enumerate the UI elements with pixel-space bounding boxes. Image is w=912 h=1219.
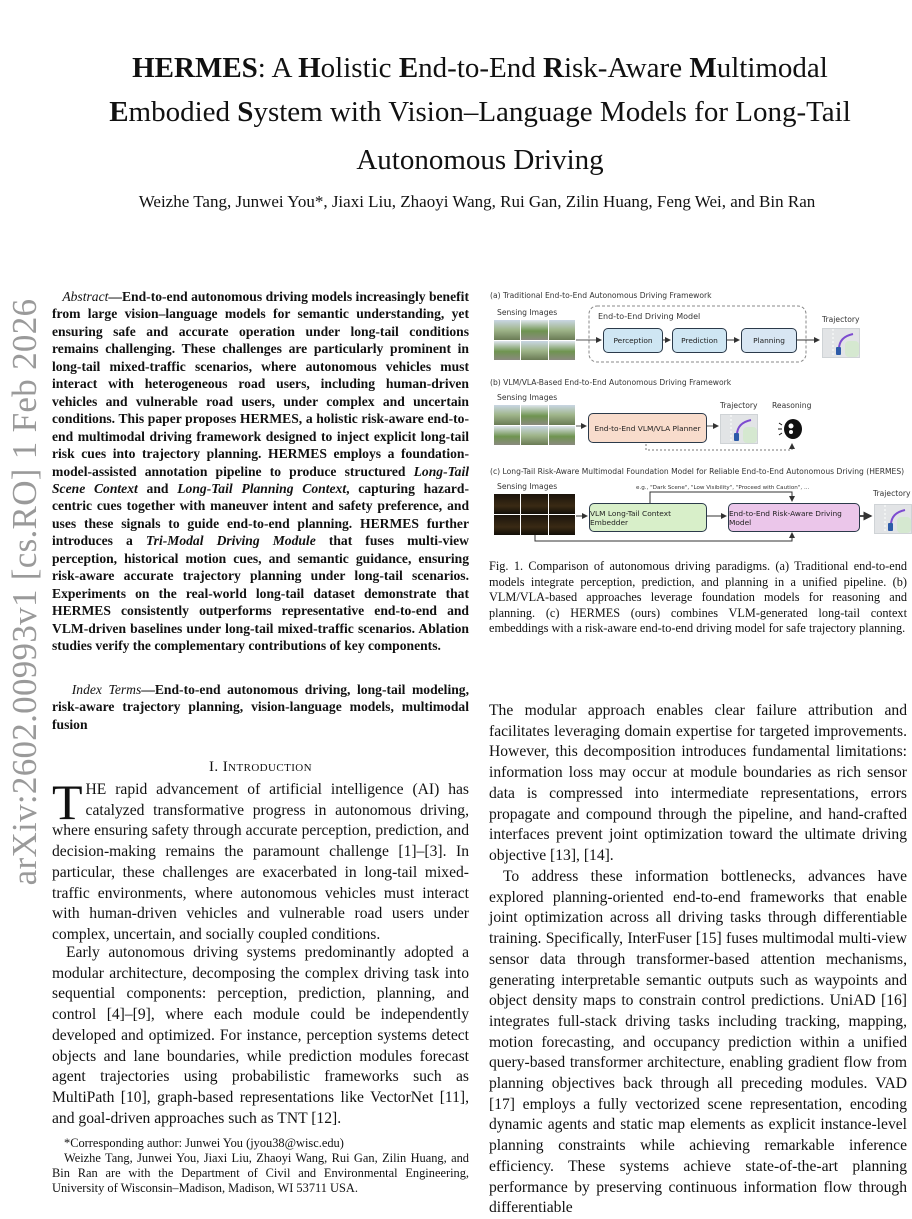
title-segment: M	[689, 52, 717, 84]
title-segment: R	[543, 52, 564, 84]
title-segment: H	[298, 52, 321, 84]
abstract-text: and	[137, 480, 178, 496]
title-segment: mbodied	[128, 96, 238, 128]
prediction-box: Prediction	[672, 328, 727, 353]
index-terms-label: Index Terms	[71, 682, 142, 697]
figure-caption	[489, 559, 907, 637]
trajectory-label: Trajectory	[873, 489, 911, 498]
trajectory-icon	[822, 328, 860, 358]
context-arrow	[650, 492, 792, 503]
index-terms	[52, 681, 469, 733]
index-terms-text: —End-to-end autonomous driving, long-tail modeling, risk-aware trajectory planning, vision-language models, multimodal fusion	[52, 682, 469, 732]
paragraph-text: HE rapid advancement of artificial intelligence (AI) has catalyzed transformative progress in autonomous driving, where ensuring safety through accurate perception, prediction, and decision-making remains the paramount challenge [1]–[3]. In particular, these challenges are exacerbated in long-tail mixed-traffic environments, where autonomous vehicles must interact with human-driven vehicles and vulnerable road users under complex, uncertain, and socially coupled conditions.	[52, 781, 469, 943]
title-segment: ystem with Vision–Language Models for Long-Tail	[253, 96, 851, 128]
perception-box: Perception	[603, 328, 663, 353]
dashed-arrow	[646, 444, 792, 450]
drop-cap: T	[52, 774, 83, 830]
title-segment: nd-to-End	[418, 52, 543, 84]
long-tail-context-examples: e.g., "Dark Scene", "Low Visibility", "Proceed with Caution", ...	[636, 485, 810, 491]
intro-paragraph-4: To address these information bottlenecks, advances have explored planning-oriented end-to-end frameworks that enable joint optimization across all driving tasks through differentiable training. Specifically, InterFuser [15] fuses multimodal multi-view sensor data through transformer-based attention mechanisms, generating interpretable semantic outputs such as waypoints and object density maps to constrain control predictions. UniAD [16] integrates full-stack driving tasks including tracking, mapping, motion forecasting, and occupancy prediction within a unified query-based transformer architecture, enabling gradient flow from planning objectives back through all preceding modules. VAD [17] employs a fully vectorized scene representation, encoding dynamic agents and static map elements as explicit instance-level planning constraints while achieving remarkable inference efficiency. These systems achieve state-of-the-art planning performance by preserving continuous information flow through differentiable	[489, 868, 907, 1217]
footnote-affiliation: Weizhe Tang, Junwei You, Jiaxi Liu, Zhaoyi Wang, Rui Gan, Zilin Huang, and Bin Ran are with the Department of Civil and Environmental Engineering, University of Wisconsin–Madison, Madison, WI 53711 USA.	[52, 1151, 469, 1195]
sensing-images	[494, 320, 575, 360]
title-segment: : A	[257, 52, 299, 84]
footnote-corresponding: *Corresponding author: Junwei You (jyou38@wisc.edu)	[64, 1136, 344, 1150]
abstract-text: —End-to-end autonomous driving models increasingly benefit from large vision–language models for semantic understanding, yet ensuring safe and accurate operation under long-tail conditions remains challenging. These challenges are particularly prominent in long-tail mixed-traffic scenarios, where autonomous vehicles must interact with heterogeneous road users, including human-driven vehicles and vulnerable road users, under complex and uncertain conditions. This paper proposes HERMES, a holistic risk-aware end-to-end multimodal driving framework designed to inject explicit long-tail risk cues into trajectory planning. HERMES employs a foundation-model-assisted annotation pipeline to produce structured	[52, 289, 469, 479]
caption-text: Comparison of autonomous driving paradigms. (a) Traditional end-to-end models integrate perception, prediction, and planning in a unified pipeline. (b) VLM/VLA-based approaches leverage foundation models for reasoning and planning. (c) HERMES (ours) combines VLM-generated long-tail context embeddings with a risk-aware end-to-end driving model for safe trajectory planning.	[489, 559, 907, 635]
planning-box: Planning	[741, 328, 797, 353]
title-line-3: Autonomous Driving	[356, 144, 604, 176]
title-segment: S	[237, 96, 254, 128]
figure-connectors	[0, 0, 910, 560]
sensing-images	[494, 405, 575, 445]
sensing-images-label: Sensing Images	[497, 393, 558, 402]
reasoning-label: Reasoning	[772, 401, 812, 410]
intro-paragraph-2: Early autonomous driving systems predominantly adopted a modular architecture, decomposing the complex driving task into sequential components: perception, prediction, planning, and control [4]–[9], where each module could be independently developed and optimized. For instance, perception systems detect objects and lane boundaries, while prediction modules forecast agent trajectories using probabilistic frameworks such as MultiPath [10], graph-based representations like VectorNet [11], and goal-driven approaches such as TNT [12].	[52, 944, 469, 1127]
trajectory-icon	[720, 414, 758, 444]
e2e-model-label: End-to-End Driving Model	[598, 312, 701, 321]
intro-paragraph-3: The modular approach enables clear failure attribution and facilitates leveraging domain expertise for targeted improvements. However, this decomposition introduces fundamental limitations: information loss may occur at module boundaries as rich sensor data is compressed into intermediate representations, errors propagate and compound through the pipeline, and hand-crafted interfaces prevent joint optimization toward the ultimate driving objective [13], [14].	[489, 702, 907, 864]
title-segment: ultimodal	[716, 52, 828, 84]
section-title: Introduction	[222, 759, 312, 775]
trajectory-icon	[874, 504, 912, 534]
trajectory-label: Trajectory	[822, 315, 860, 324]
risk-aware-driving-model-box: End-to-End Risk-Aware Driving Model	[728, 503, 860, 532]
title-segment: isk-Aware	[563, 52, 690, 84]
abstract-emphasis: Long-Tail Scene Context	[52, 463, 469, 496]
section-number: I.	[209, 759, 223, 775]
section-heading-introduction	[52, 759, 469, 776]
author-list: Weizhe Tang, Junwei You*, Jiaxi Liu, Zhaoyi Wang, Rui Gan, Zilin Huang, Feng Wei, and Bin Ran	[138, 192, 816, 211]
trajectory-label: Trajectory	[720, 401, 758, 410]
caption-label: Fig. 1.	[489, 559, 524, 573]
title-segment: HERMES	[132, 52, 258, 84]
figure-c-label: (c) Long-Tail Risk-Aware Multimodal Foundation Model for Reliable End-to-End Autonomous Driving (HERMES)	[490, 467, 905, 476]
arxiv-identifier[interactable]: arXiv:2602.00993v1 [cs.RO] 1 Feb 2026	[5, 298, 44, 886]
brain-icon	[778, 417, 804, 441]
abstract-text: that fuses multi-view perception, historical motion cues, and semantic guidance, ensuring risk-aware accurate trajectory planning under long-tail scenarios. Experiments on the real-world long-tail dataset demonstrate that HERMES consistently outperforms representative end-to-end and VLM-driven baselines under long-tail mixed-traffic scenarios. Ablation studies verify the complementary contributions of key components.	[52, 533, 469, 654]
title-segment: E	[109, 96, 129, 128]
title-segment: olistic	[320, 52, 399, 84]
abstract-emphasis: Long-Tail Planning Context	[177, 480, 347, 496]
abstract-emphasis: Tri-Modal Driving Module	[145, 533, 316, 549]
title-segment: E	[398, 52, 419, 84]
figure-b-label: (b) VLM/VLA-Based End-to-End Autonomous Driving Framework	[490, 378, 732, 387]
sensing-images-label: Sensing Images	[497, 308, 558, 317]
footnotes	[52, 1136, 469, 1196]
abstract-text: , capturing hazard-centric cues together with maneuver intent and safety preference, and uses these signals to guide end-to-end planning. HERMES further introduces a	[52, 480, 469, 549]
intro-paragraph-1	[52, 774, 469, 946]
figure-a-label: (a) Traditional End-to-End Autonomous Driving Framework	[490, 291, 712, 300]
night-sensing-images	[494, 494, 575, 535]
vlm-context-embedder-box: VLM Long-Tail Context Embedder	[589, 503, 707, 532]
sensing-images-label: Sensing Images	[497, 482, 558, 491]
vlm-planner-box: End-to-End VLM/VLA Planner	[588, 413, 707, 443]
abstract-label: Abstract	[62, 289, 109, 304]
